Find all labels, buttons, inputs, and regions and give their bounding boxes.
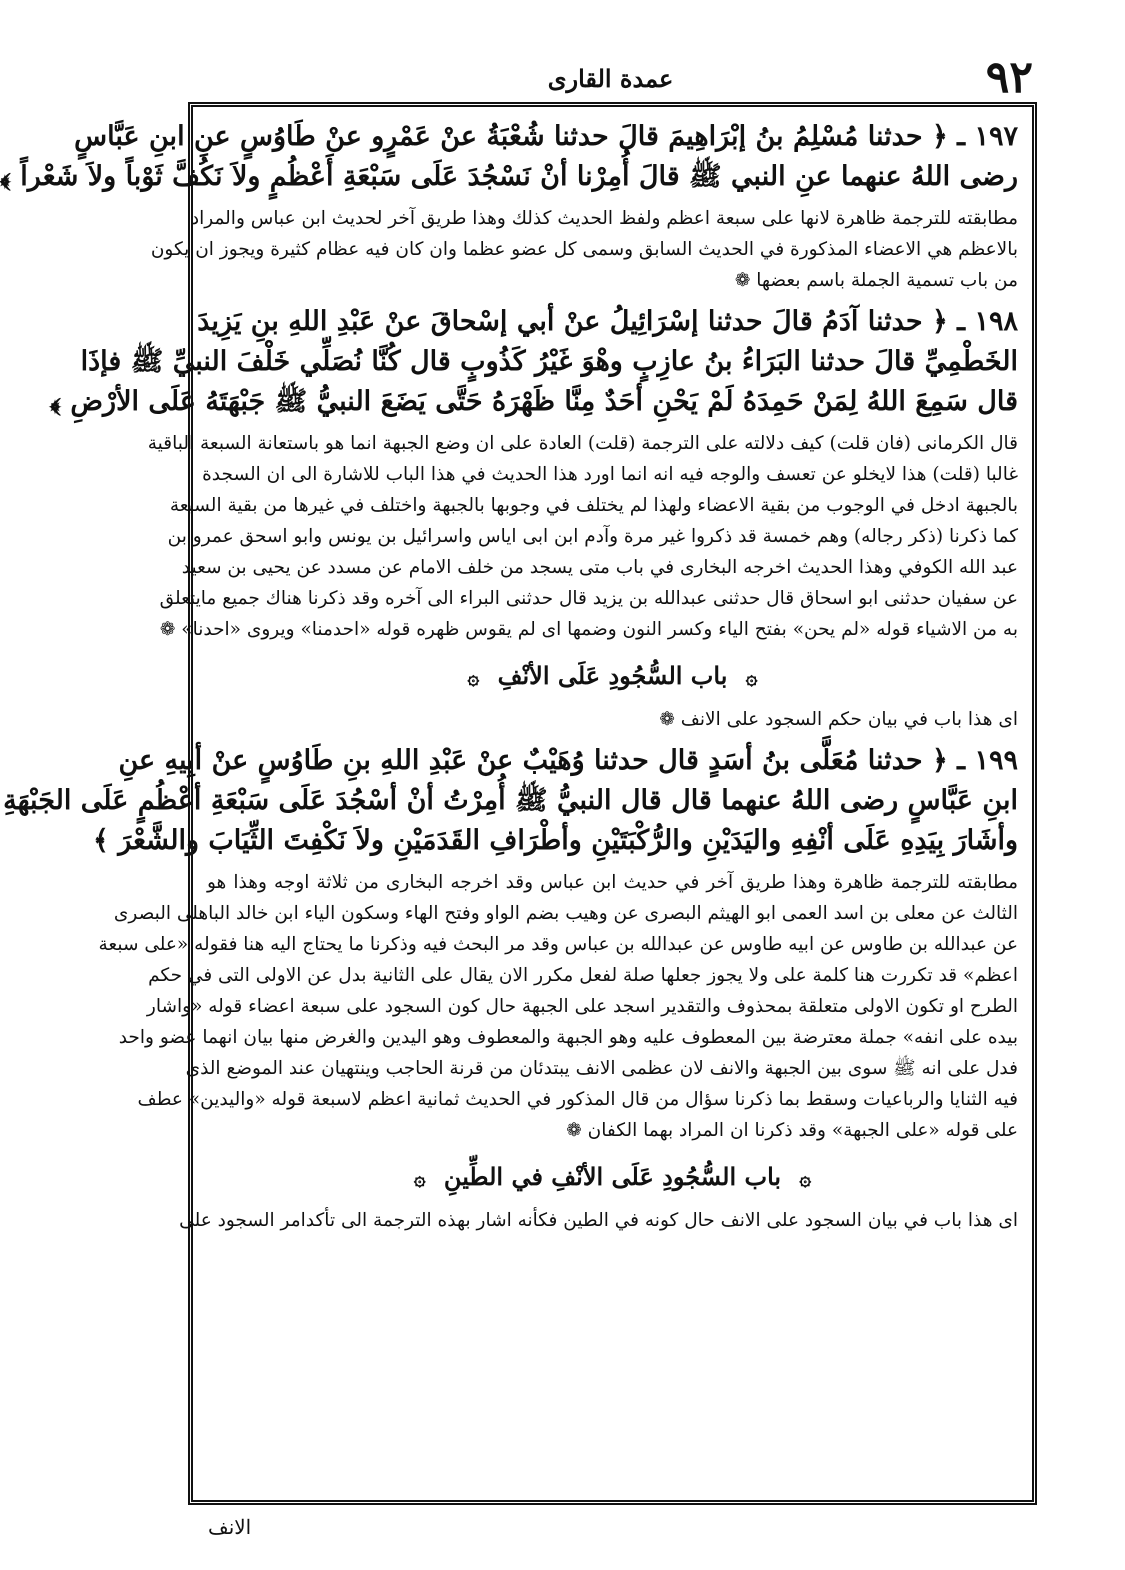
page-frame [0, 102, 1037, 1505]
chapter-heading-nose-mud [207, 1156, 1018, 1199]
commentary-199-line: فدل على انه ﷺ سوى بين الجبهة والانف لان عظمى الانف يبتدئان من قرنة الحاجب وينتهيان عند الموضع الذى [185, 1058, 1018, 1079]
hadith-199-line: ١٩٩ ـ ﴿ حدثنا مُعَلَّى بنُ أسَدٍ قال حدثنا وُهَيْبٌ عنْ عَبْدِ اللهِ بنِ طَاوُسٍ عنْ أبِيهِ عنِ [118, 745, 1018, 776]
commentary-199-line: اعظم» قد تكررت هنا كلمة على ولا يجوز جعلها صلة لفعل مكرر الان يقال على الثانية بدل عن الاولى التى في حكم [148, 965, 1018, 986]
chapter-title: باب السُّجُودِ عَلَى الأنْفِ [497, 661, 728, 690]
page-content [0, 117, 1018, 1236]
catchword: الانف [208, 1515, 252, 1539]
running-title: عمدة القارى [547, 64, 674, 93]
commentary-198-line: بالجبهة ادخل في الوجوب من بقية الاعضاء ولهذا لم يختلف في وجوبها بالجبهة واختلف في غيرها من بقية السبعة [169, 495, 1018, 516]
commentary-198-line: عن سفيان حدثنى ابو اسحاق قال حدثنى عبدالله بن يزيد قال حدثنى البراء الى آخره وقد ذكرنا هناك جميع مايتعلق [159, 588, 1018, 609]
commentary-199-line: الطرح او تكون الاولى متعلقة بمحذوف والتقدير اسجد على الجبهة حال كون السجود على سبعة اعضاء قوله «واشار [146, 996, 1018, 1017]
chapter-heading-nose [207, 655, 1018, 698]
ornament-icon: ۞ [745, 665, 758, 689]
hadith-197-line: رضى اللهُ عنهما عنِ النبي ﷺ قالَ أُمِرْنا أنْ نَسْجُدَ عَلَى سَبْعَةِ أَعْظُمٍ ولاَ نَكُفَّ ثَوْباً ولاَ شَعْراً ﴾ [0, 161, 1018, 192]
page-number: ٩٢ [985, 52, 1033, 103]
commentary-198-line: كما ذكرنا (ذكر رجاله) وهم خمسة قد ذكروا غير مرة وآدم ابن ابى اياس واسرائيل بن يونس وابو اسحق عمرو بن [167, 526, 1018, 547]
commentary-198-line: قال الكرمانى (فان قلت) كيف دلالته على الترجمة (قلت) العادة على ان وضع الجبهة انما هو باستعانة السبعة الباقية [147, 433, 1018, 454]
commentary-199-line: عن عبدالله بن طاوس عن ابيه طاوس عن عبدالله بن عباس وقد مر البحث فيه وذكرنا ما يحتاج اليه هنا فقوله «على سبعة [98, 934, 1018, 955]
hadith-197-line: ١٩٧ ـ ﴿ حدثنا مُسْلِمُ بنُ إبْرَاهِيمَ قالَ حدثنا شُعْبَةُ عنْ عَمْرٍو عنْ طَاوُسٍ عنِ ابنِ عَبَّاسٍ [74, 121, 1018, 152]
ornament-icon: ۞ [467, 665, 480, 689]
page-header [188, 52, 1033, 103]
chapter-note: اى هذا باب في بيان حكم السجود على الانف ❁ [659, 709, 1018, 730]
hadith-199-line: ابنِ عَبَّاسٍ رضى اللهُ عنهما قال قال النبيُّ ﷺ أُمِرْتُ أنْ أسْجُدَ عَلَى سَبْعَةِ أعْظُمٍ عَلَى الجَبْهَةِ [3, 785, 1018, 816]
commentary-198-line: به من الاشياء قوله «لم يحن» بفتح الياء وكسر النون وضمها اى لم يقوس ظهره قوله «احدمنا» ويروى «احدنا» ❁ [159, 619, 1018, 640]
commentary-199-line: الثالث عن معلى بن اسد العمى ابو الهيثم البصرى عن وهيب بضم الواو وفتح الهاء وسكون الياء ابن خالد الباهلى البصرى [113, 903, 1018, 924]
ornament-icon: ۞ [413, 1166, 426, 1190]
commentary-199-line: بيده على انفه» جملة معترضة بين المعطوف عليه وهو الجبهة والمعطوف وهو اليدين والغرض منها بيان انهما عضو واحد [118, 1027, 1018, 1048]
chapter-note: اى هذا باب في بيان السجود على الانف حال كونه في الطين فكأنه اشار بهذه الترجمة الى تأكدامر السجود على [179, 1210, 1018, 1231]
hadith-198-line: ١٩٨ ـ ﴿ حدثنا آدَمُ قالَ حدثنا إسْرَائِيلُ عنْ أبي إسْحاقَ عنْ عَبْدِ اللهِ بنِ يَزِيدَ [197, 306, 1018, 337]
commentary-197-line: من باب تسمية الجملة باسم بعضها ❁ [734, 270, 1018, 291]
commentary-199-line: على قوله «على الجبهة» وقد ذكرنا ان المراد بهما الكفان ❁ [566, 1120, 1018, 1141]
commentary-198-line: غالبا (قلت) هذا لايخلو عن تعسف والوجه فيه انه انما اورد هذا الحديث في هذا الباب للاشارة الى ان السجدة [202, 464, 1018, 485]
ornament-icon: ۞ [799, 1166, 812, 1190]
commentary-198-line: عبد الله الكوفي وهذا الحديث اخرجه البخارى في باب متى يسجد من خلف الامام عن مسدد عن يحيى بن سعيد [181, 557, 1018, 578]
commentary-199-line: فيه الثنايا والرباعيات وسقط بما ذكرنا سؤال من قال المذكور في الحديث ثمانية اعظم لاسبعة قوله «واليدين» عطف [137, 1089, 1018, 1110]
hadith-198-line: قال سَمِعَ اللهُ لِمَنْ حَمِدَهُ لَمْ يَحْنِ أحَدٌ مِنَّا ظَهْرَهُ حَتَّى يَضَعَ النبيُّ ﷺ جَبْهَتَهُ عَلَى الأرْضِ ﴾ [49, 386, 1018, 417]
hadith-199-line: وأشَارَ بِيَدِهِ عَلَى أنْفِهِ واليَدَيْنِ والرُّكْبَتَيْنِ وأطْرَافِ القَدَمَيْنِ ولاَ نَكْفِتَ الثِّيَابَ والشَّعْرَ ﴾ [92, 825, 1018, 856]
commentary-197-line: بالاعظم هي الاعضاء المذكورة في الحديث السابق وسمى كل عضو عظما وان كان فيه عظام كثيرة ويجوز ان يكون [150, 239, 1018, 260]
commentary-197-line: مطابقته للترجمة ظاهرة لانها على سبعة اعظم ولفظ الحديث كذلك وهذا طريق آخر لحديث ابن عباس والمراد [190, 208, 1018, 229]
hadith-198-line: الخَطْمِيِّ قالَ حدثنا البَرَاءُ بنُ عازِبٍ وهْوَ غَيْرُ كَذُوبٍ قال كُنَّا نُصَلِّي خَلْفَ النبيِّ ﷺ فإذَا [80, 346, 1018, 377]
commentary-199-line: مطابقته للترجمة ظاهرة وهذا طريق آخر في حديث ابن عباس وقد اخرجه البخارى من ثلاثة اوجه وهذا هو [207, 872, 1018, 893]
chapter-title: باب السُّجُودِ عَلَى الأنْفِ في الطِّينِ [443, 1162, 782, 1191]
